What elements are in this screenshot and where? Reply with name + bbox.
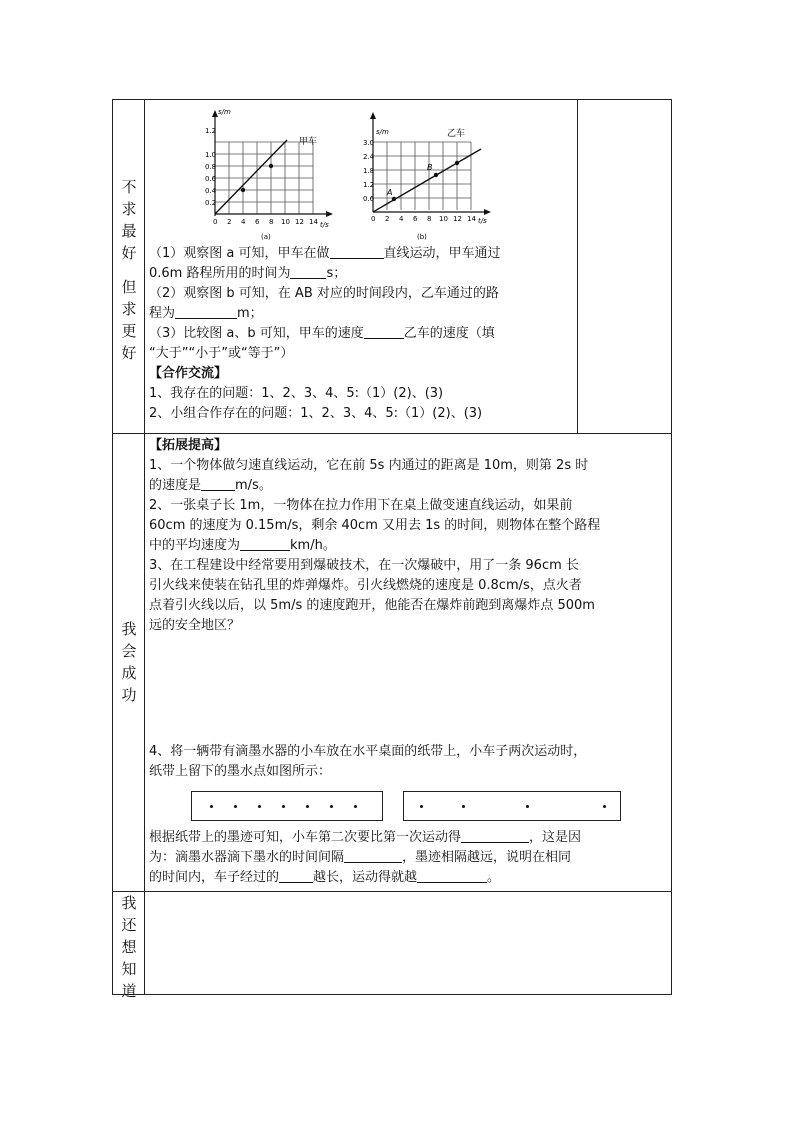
graph-a <box>205 106 345 242</box>
q1-text: 0.6m 路程所用的时间为 <box>149 266 291 281</box>
ink-tape-first <box>191 791 383 821</box>
p4-text: ，这是因 <box>529 830 582 845</box>
graph-b-point-b-label: B <box>427 163 433 172</box>
graph-b-xtick: 4 <box>399 215 404 223</box>
right-column-divider <box>577 100 578 433</box>
side-char: 知 <box>121 960 137 978</box>
q2-blank-distance[interactable] <box>175 304 237 319</box>
graph-a-xtick: 8 <box>269 218 274 226</box>
q3-blank-compare[interactable] <box>364 324 404 339</box>
ink-dot <box>603 805 606 808</box>
side-char: 求 <box>121 300 137 318</box>
section-extend <box>113 434 671 892</box>
graph-a-xlabel: t/s <box>320 221 329 229</box>
graph-b-ytick: 1.2 <box>363 181 375 189</box>
q1-text: （1）观察图 a 可知，甲车在做 <box>149 246 330 261</box>
problem-line-1: 1、我存在的问题：1、2、3、4、5:（1）(2)、(3) <box>149 386 444 401</box>
q3-line1 <box>149 324 573 344</box>
side-char: 最 <box>121 222 137 240</box>
p4-text: 为：滴墨水器滴下墨水的时间间隔 <box>149 850 345 865</box>
section-observe <box>113 100 671 434</box>
side-char: 更 <box>121 322 137 340</box>
q1-blank-time[interactable] <box>290 264 326 279</box>
q2-line2 <box>149 304 573 324</box>
side-char: 功 <box>121 686 137 704</box>
want-to-know-answer-area[interactable] <box>146 892 671 994</box>
graph-b-y-arrow <box>370 112 376 119</box>
ink-dot <box>258 805 261 808</box>
graph-b-title: 乙车 <box>447 129 466 139</box>
graph-a-ytick: 1.2 <box>205 127 217 135</box>
p4-blank-fast[interactable] <box>417 868 487 883</box>
graph-b-ylabel: s/m <box>376 128 389 136</box>
graph-b-ytick: 0.6 <box>363 195 375 203</box>
p4-line4 <box>149 848 669 868</box>
graph-b-ytick: 3.0 <box>363 139 375 147</box>
p1-text: 的速度是 <box>149 478 202 493</box>
graph-a-xtick: 6 <box>255 218 260 226</box>
ink-dot <box>330 805 333 808</box>
problem-line-2: 2、小组合作存在的问题：1、2、3、4、5:（1）(2)、(3) <box>149 406 483 421</box>
p3-line4: 远的安全地区？ <box>149 618 241 633</box>
graph-b-xtick: 2 <box>385 215 390 223</box>
q3-line2 <box>149 344 573 364</box>
graph-a-xtick: 12 <box>295 218 304 226</box>
q3-text: 乙车的速度（填 <box>403 326 495 341</box>
worksheet-table <box>112 99 672 1000</box>
graph-b-xtick: 6 <box>413 215 418 223</box>
side-char: 想 <box>121 938 137 956</box>
p1-line2 <box>149 476 669 496</box>
q1-text: s； <box>326 266 347 281</box>
graph-a-ylabel: s/m <box>218 108 231 116</box>
graph-a-x-arrow <box>326 211 333 217</box>
ink-dot <box>526 805 529 808</box>
q3-text: （3）比较图 a、b 可知，甲车的速度 <box>149 326 364 341</box>
graph-a-point-4 <box>241 188 245 192</box>
graph-b-caption: (b) <box>417 233 427 241</box>
observe-questions <box>149 244 573 424</box>
ink-tape-second <box>403 791 621 821</box>
side-label-cell <box>113 892 145 1000</box>
graph-b-xlabel: t/s <box>478 217 487 225</box>
graph-a-grid <box>215 142 313 214</box>
side-char: 还 <box>121 916 137 934</box>
ink-dot <box>210 805 213 808</box>
graph-b-grid <box>373 142 471 210</box>
side-label-bottom <box>113 276 145 364</box>
graph-a-ytick: 1.0 <box>205 151 217 159</box>
p4-line1: 4、将一辆带有滴墨水器的小车放在水平桌面的纸带上，小车子两次运动时， <box>149 744 587 759</box>
graph-b-xtick: 14 <box>467 215 476 223</box>
graph-b-ytick: 2.4 <box>363 153 375 161</box>
graph-b-point-c <box>455 161 459 165</box>
side-char: 好 <box>121 244 137 262</box>
side-label <box>113 618 145 706</box>
graph-a-title: 甲车 <box>299 137 318 147</box>
graph-b-point-a-label: A <box>387 188 393 197</box>
graph-a-xtick: 0 <box>213 218 218 226</box>
graph-a-ytick: 0.6 <box>205 175 217 183</box>
q2-text: 程为 <box>149 306 176 321</box>
ink-dot <box>282 805 285 808</box>
ink-dot <box>354 805 357 808</box>
extend-questions <box>149 436 669 636</box>
p4-line2: 纸带上留下的墨水点如图所示： <box>149 764 332 779</box>
p2-line3 <box>149 536 669 556</box>
side-char: 成 <box>121 664 137 682</box>
side-char: 会 <box>121 642 137 660</box>
side-char: 我 <box>121 894 137 912</box>
extend-heading: 【拓展提高】 <box>149 438 228 453</box>
p4-text: 根据纸带上的墨迹可知，小车第二次要比第一次运动得 <box>149 830 462 845</box>
graph-a-caption: (a) <box>261 233 271 241</box>
p3-line2: 引火线来使装在钻孔里的炸弹爆炸。引火线燃烧的速度是 0.8cm/s，点火者 <box>149 578 582 593</box>
graph-a-xtick: 10 <box>281 218 290 226</box>
p4-text: 越长，运动得就越 <box>313 870 418 885</box>
q2-text: m； <box>237 306 263 321</box>
p4-blank-interval[interactable] <box>344 848 402 863</box>
ink-dot <box>306 805 309 808</box>
p4-line5 <box>149 868 669 888</box>
ink-dot <box>234 805 237 808</box>
graph-b-x-arrow <box>484 209 491 215</box>
graph-b-point-a <box>392 197 396 201</box>
q1-line2 <box>149 264 573 284</box>
section-want-to-know <box>113 892 671 1000</box>
graph-b-xtick: 10 <box>439 215 448 223</box>
graph-b-ytick: 1.8 <box>363 167 375 175</box>
graph-b-xtick: 0 <box>371 215 376 223</box>
side-char: 求 <box>121 200 137 218</box>
graph-a-xtick: 4 <box>241 218 246 226</box>
graph-b-series-line <box>373 149 481 212</box>
graph-a-xtick: 2 <box>227 218 232 226</box>
side-char: 我 <box>121 620 137 638</box>
p3-line3: 点着引火线以后，以 5m/s 的速度跑开，他能否在爆炸前跑到离爆炸点 500m <box>149 598 595 613</box>
p4-block <box>149 742 669 782</box>
graph-b-point-b <box>434 173 438 177</box>
graph-a-series-line <box>215 140 287 214</box>
p2-line2: 60cm 的速度为 0.15m/s，剩余 40cm 又用去 1s 的时间，则物体在整个路程 <box>149 518 601 533</box>
p2-text: 中的平均速度为 <box>149 538 241 553</box>
p4-answer-block <box>149 828 669 888</box>
p4-line3 <box>149 828 669 848</box>
q1-line1 <box>149 244 573 264</box>
p4-blank-speed[interactable] <box>461 828 529 843</box>
side-label <box>113 892 145 1002</box>
graph-a-ytick: 0.2 <box>205 199 217 207</box>
q1-blank-motion[interactable] <box>330 244 384 259</box>
p3-line1: 3、在工程建设中经常要用到爆破技术，在一次爆破中，用了一条 96cm 长 <box>149 558 579 573</box>
p4-blank-distance[interactable] <box>279 868 313 883</box>
graph-a-point-8 <box>269 164 273 168</box>
side-char: 好 <box>121 344 137 362</box>
ink-dot <box>420 805 423 808</box>
q2-text: （2）观察图 b 可知，在 AB 对应的时间段内，乙车通过的路 <box>149 286 499 301</box>
side-char: 但 <box>121 278 137 296</box>
p4-text: ，墨迹相隔越远，说明在相同 <box>402 850 572 865</box>
cooperation-heading: 【合作交流】 <box>149 366 228 381</box>
q2-line1 <box>149 284 573 304</box>
graph-a-xtick: 14 <box>309 218 318 226</box>
p1-line1: 1、一个物体做匀速直线运动，它在前 5s 内通过的距离是 10m，则第 2s 时 <box>149 458 589 473</box>
p1-text: m/s。 <box>235 478 272 493</box>
side-label-top <box>113 176 145 264</box>
graph-b <box>363 106 503 242</box>
p4-text: 的时间内，车子经过的 <box>149 870 280 885</box>
graph-a-ytick: 0.4 <box>205 187 217 195</box>
p2-text: km/h。 <box>290 538 336 553</box>
p4-text: 。 <box>487 870 501 885</box>
p2-line1: 2、一张桌子长 1m，一物体在拉力作用下在桌上做变速直线运动，如果前 <box>149 498 573 513</box>
graph-b-xtick: 12 <box>453 215 462 223</box>
graph-a-ytick: 0.8 <box>205 163 217 171</box>
side-char: 道 <box>121 982 137 1000</box>
side-label-cell <box>113 100 145 433</box>
p1-blank-speed[interactable] <box>201 476 235 491</box>
side-label-cell <box>113 434 145 891</box>
graph-b-xtick: 8 <box>427 215 432 223</box>
side-char: 不 <box>121 178 137 196</box>
ink-dot <box>462 805 465 808</box>
q3-text: “大于”“小于”或“等于”） <box>149 346 294 361</box>
q1-text: 直线运动，甲车通过 <box>383 246 501 261</box>
p2-blank-avg-speed[interactable] <box>240 536 290 551</box>
